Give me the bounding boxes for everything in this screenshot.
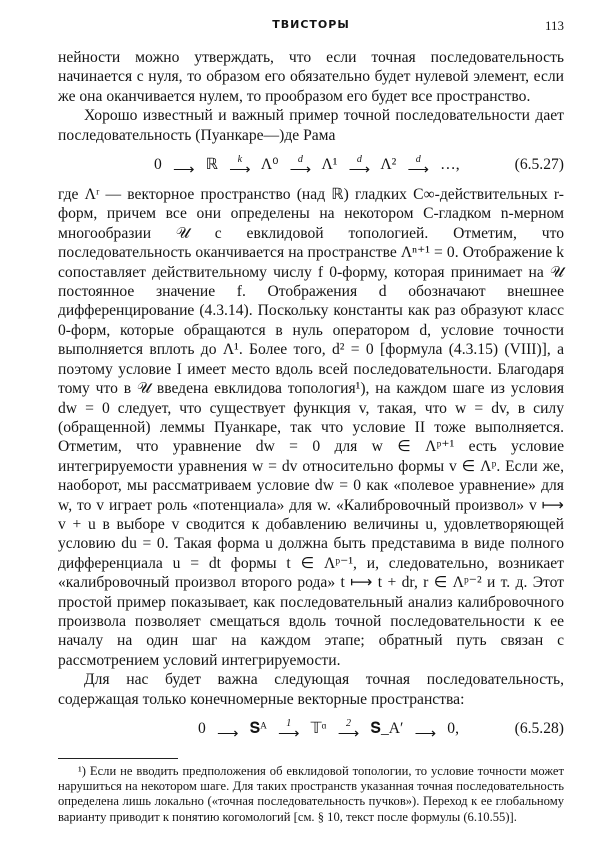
eq1-zero: 0 (154, 156, 162, 174)
running-title: ТВИСТОРЫ (272, 18, 350, 31)
eq2-zero: 0 (198, 720, 206, 737)
eq2-arrow-3: ⟶ (414, 726, 437, 743)
eq2-number: (6.5.28) (514, 720, 564, 737)
footnote-separator (58, 758, 178, 759)
eq1-label-k: k (237, 154, 243, 166)
paragraph-1: нейности можно утверждать, что если точная последовательность начинается с нуля, то образом его обязательно будет нулевой элемент, если же она оканчивается нулем, то прообразом его будет все пространство. (58, 49, 564, 105)
eq1-arrow-d3: d ⟶ (402, 154, 434, 176)
eq2-arrow-0: ⟶ (216, 726, 239, 743)
eq1-arrow-k: k ⟶ (224, 154, 256, 176)
eq1-arrow-d1: d ⟶ (284, 154, 316, 176)
eq1-arrow-d2: d ⟶ (343, 154, 375, 176)
body-text (58, 48, 564, 749)
eq2-label-1: 1 (286, 718, 292, 730)
eq2-label-2: 2 (345, 718, 351, 730)
page-header (58, 18, 564, 38)
eq1-number: (6.5.27) (514, 156, 564, 174)
eq2-spinor-a-prime: 𝐒_A′ (370, 720, 404, 737)
eq1-label-d1: d (297, 154, 303, 166)
eq2-spinor-a: 𝐒ᴬ (249, 720, 267, 737)
paragraph-2: Хорошо известный и важный пример точной последовательности дает последовательность (Пуанкаре—)де Рама (58, 107, 564, 144)
eq2-arrow-1: 1 ⟶ (273, 718, 305, 740)
eq1-reals: ℝ (205, 156, 218, 174)
eq1-label-d2: d (356, 154, 362, 166)
eq2-twistor: 𝕋ᵅ (310, 720, 327, 737)
eq1-lambda-1: Λ¹ (321, 156, 338, 174)
paragraph-3: где Λʳ — векторное пространство (над ℝ) гладких C∞-действительных r-форм, причем все они определены на некотором C-гладком n-мерном многообразии 𝒰 с евклидовой топологией. Отметим, что последовательность оканчивается на пространстве Λⁿ⁺¹ = 0. Отображение k сопоставляет действительному числу f 0-форму, которая принимает на 𝒰 постоянное значение f. Отображения d обозначают внешнее дифференцирование (4.3.14). Поскольку константы как раз образуют класс 0-форм, которые обращаются в нуль оператором d, условие точности выполняется вплоть до Λ¹. Более того, d² = 0 [формула (4.3.15) (VIII)], а поэтому условие I имеет место вдоль всей последовательности. Благодаря тому что в 𝒰 введена евклидова топология¹), на каждом шаге из условия dw = 0 следует, что существует функция v, такая, что w = dv, в силу (обращенной) леммы Пуанкаре, так что условие II тоже выполняется. Отметим, что уравнение dw = 0 для w ∈ Λᵖ⁺¹ есть условие интегрируемости уравнения w = dv относительно формы v ∈ Λᵖ. Если же, наоборот, мы рассматриваем условие dw = 0 как «полевое уравнение» для w, то v играет роль «потенциала» для w. «Калибровочный произвол» v ⟼ v + u в выборе v сводится к добавлению величины u, удовлетворяющей условию du = 0. Такая форма u должна быть представима в виде полного дифференциала u = dt формы t ∈ Λᵖ⁻¹, и, следовательно, возникает «калибровочный произвол второго рода» t ⟼ t + dr, r ∈ Λᵖ⁻² и т. д. Этот простой пример показывает, как последовательный анализ калибровочного произвола позволяет смещаться вдоль точной последовательности к ее началу на один шаг на каждом этапе; обратный путь связан с рассмотрением условий интегрируемости. (58, 186, 564, 669)
page-number: 113 (544, 18, 564, 33)
paragraph-4: Для нас будет важна следующая точная последовательность, содержащая только конечномерные векторные пространства: (58, 671, 564, 708)
eq1-lambda-0: Λ⁰ (260, 156, 279, 174)
eq1-arrow-1: ⟶ (172, 162, 195, 179)
eq2-arrow-2: 2 ⟶ (332, 718, 364, 740)
eq1-label-d3: d (415, 154, 421, 166)
eq2-end: 0, (447, 720, 459, 737)
eq1-tail: …, (440, 156, 460, 174)
eq1-lambda-2: Λ² (380, 156, 397, 174)
footnote: ¹) Если не вводить предположения об евклидовой топологии, то условие точности может нарушиться на некотором шаге. Для таких пространств указанная точная последовательность определена лишь локально («точная последовательность пучков»). Переход к ее глобальному варианту приводит к понятию когомологий [см. § 10, текст после формулы (6.10.55)]. (58, 764, 564, 824)
equation-6-5-27 (58, 145, 564, 185)
equation-6-5-28 (58, 709, 564, 749)
